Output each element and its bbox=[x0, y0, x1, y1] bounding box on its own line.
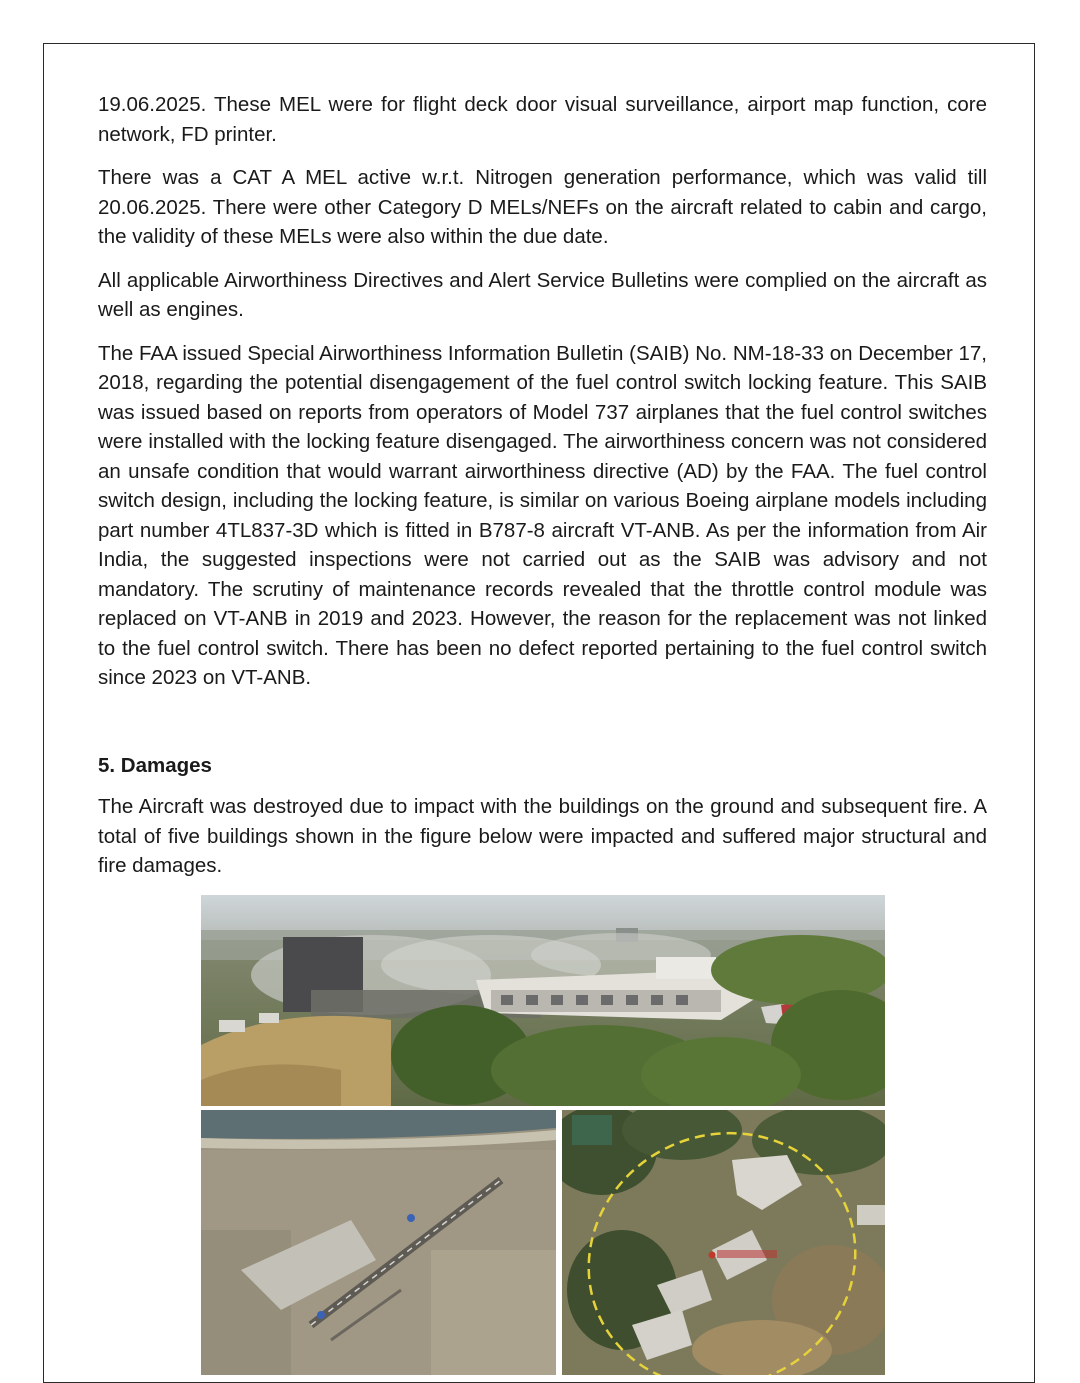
paragraph-airworthiness-directives: All applicable Airworthiness Directives and Alert Service Bulletins were complied on the aircraft as well as engines. bbox=[98, 268, 987, 321]
aerial-crash-site-photo bbox=[201, 895, 885, 1106]
paragraph-damages: The Aircraft was destroyed due to impact with the buildings on the ground and subsequent fire. A total of five buildings shown in the figure below were impacted and suffered major structural and fire damages. bbox=[98, 795, 987, 877]
satellite-airport-map bbox=[201, 1110, 556, 1375]
satellite-impact-area-map bbox=[562, 1110, 885, 1375]
section-heading-damages: 5. Damages bbox=[98, 753, 212, 777]
paragraph-faa-saib: The FAA issued Special Airworthiness Information Bulletin (SAIB) No. NM-18-33 on December 17, 2018, regarding the potential disengagement of the fuel control switch locking feature. This SAIB was issued based on reports from operators of Model 737 airplanes that the fuel control switches were installed with the locking feature disengaged. The airworthiness concern was not considered an unsafe condition that would warrant airworthiness directive (AD) by the FAA. The fuel control switch design, including the locking feature, is similar on various Boeing airplane models including part number 4TL837-3D which is fitted in B787-8 aircraft VT-ANB. As per the information from Air India, the suggested inspections were not carried out as the SAIB was advisory and not mandatory. The scrutiny of maintenance records revealed that the throttle control module was replaced on VT-ANB in 2019 and 2023. However, the reason for the replacement was not linked to the fuel control switch. There has been no defect reported pertaining to the fuel control switch since 2023 on VT-ANB. bbox=[98, 341, 987, 689]
damage-figure bbox=[201, 895, 885, 1375]
paragraph-cat-a-mel: There was a CAT A MEL active w.r.t. Nitrogen generation performance, which was valid till 20.06.2025. There were other Category D MELs/NEFs on the aircraft related to cabin and cargo, the validity of these MELs were also within the due date. bbox=[98, 166, 987, 248]
paragraph-mel-list: 19.06.2025. These MEL were for flight deck door visual surveillance, airport map function, core network, FD printer. bbox=[98, 93, 987, 146]
document-body bbox=[98, 90, 987, 895]
